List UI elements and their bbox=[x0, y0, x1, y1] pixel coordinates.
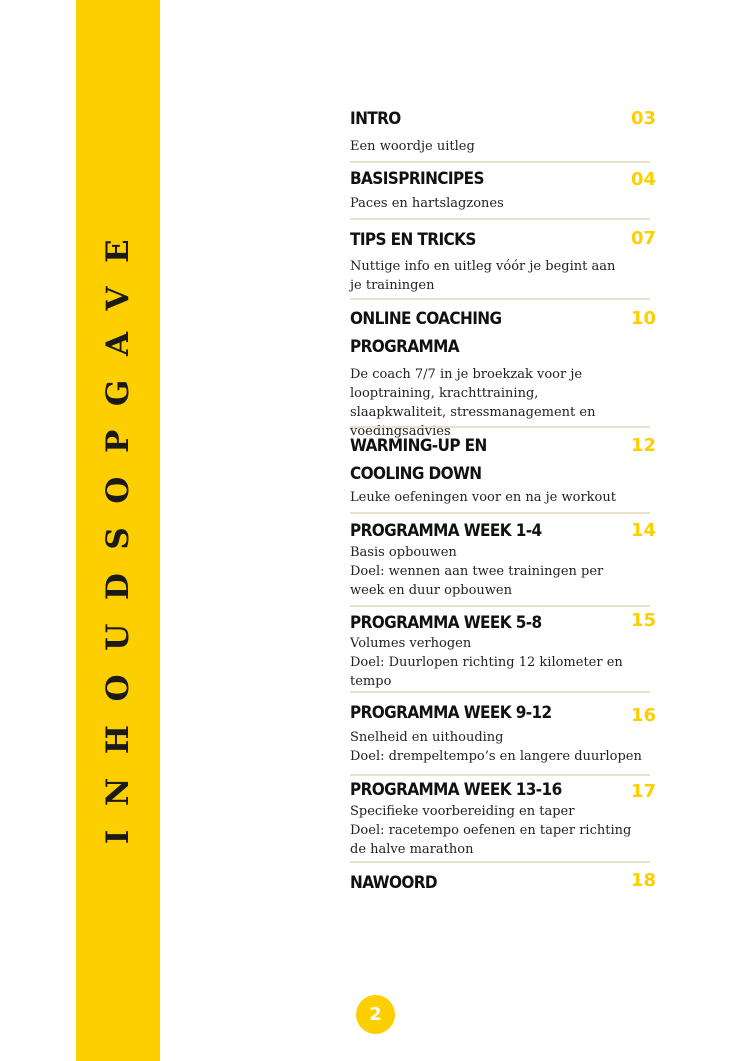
toc-heading-warming-up[interactable]: WARMING-UP EN COOLING DOWN bbox=[350, 436, 487, 484]
toc-desc-basisprincipes: Paces en hartslagzones bbox=[350, 196, 504, 211]
toc-desc-intro: Een woordje uitleg bbox=[350, 139, 475, 154]
toc-desc-online-coaching: De coach 7/7 in je broekzak voor je looptraining, krachttraining, slaapkwaliteit, stressmanagement en voedingsadvies bbox=[350, 367, 596, 439]
toc-page-week-1-4: 14 bbox=[630, 520, 656, 541]
toc-heading-tips[interactable]: TIPS EN TRICKS bbox=[350, 230, 476, 250]
toc-desc-warming-up: Leuke oefeningen voor en na je workout bbox=[350, 490, 616, 505]
toc-desc-tips: Nuttige info en uitleg vóór je begint aan je trainingen bbox=[350, 259, 616, 293]
toc-page-intro: 03 bbox=[630, 108, 656, 129]
divider bbox=[350, 426, 650, 428]
toc-heading-intro[interactable]: INTRO bbox=[350, 109, 401, 129]
toc-title: INHOUDSOPGAVE bbox=[100, 215, 136, 845]
toc-page-tips: 07 bbox=[630, 228, 656, 249]
toc-desc-week-9-12: Snelheid en uithouding Doel: drempeltempo’s en langere duurlopen bbox=[350, 730, 642, 764]
toc-desc-week-1-4: Basis opbouwen Doel: wennen aan twee trainingen per week en duur opbouwen bbox=[350, 545, 604, 598]
toc-desc-week-13-16: Specifieke voorbereiding en taper Doel: racetempo oefenen en taper richting de halve marathon bbox=[350, 804, 632, 857]
toc-heading-basisprincipes[interactable]: BASISPRINCIPES bbox=[350, 169, 484, 189]
toc-heading-week-13-16[interactable]: PROGRAMMA WEEK 13-16 bbox=[350, 780, 562, 800]
divider bbox=[350, 298, 650, 300]
toc-heading-online-coaching[interactable]: ONLINE COACHING PROGRAMMA bbox=[350, 309, 502, 357]
toc-heading-nawoord[interactable]: NAWOORD bbox=[350, 873, 438, 893]
toc-page-week-5-8: 15 bbox=[630, 610, 656, 631]
toc-page-week-13-16: 17 bbox=[630, 781, 656, 802]
divider bbox=[350, 512, 650, 514]
toc-heading-week-5-8[interactable]: PROGRAMMA WEEK 5-8 bbox=[350, 613, 542, 633]
divider bbox=[350, 691, 650, 693]
divider bbox=[350, 218, 650, 220]
toc-heading-week-1-4[interactable]: PROGRAMMA WEEK 1-4 bbox=[350, 521, 542, 541]
toc-page-online-coaching: 10 bbox=[630, 308, 656, 329]
toc-desc-week-5-8: Volumes verhogen Doel: Duurlopen richting 12 kilometer en tempo bbox=[350, 636, 623, 689]
page-number-badge: 2 bbox=[356, 995, 395, 1034]
toc-page-nawoord: 18 bbox=[630, 870, 656, 891]
divider bbox=[350, 161, 650, 163]
toc-heading-week-9-12[interactable]: PROGRAMMA WEEK 9-12 bbox=[350, 703, 552, 723]
divider bbox=[350, 861, 650, 863]
divider bbox=[350, 605, 650, 607]
toc-page-week-9-12: 16 bbox=[630, 705, 656, 726]
toc-page-warming-up: 12 bbox=[630, 435, 656, 456]
toc-page-basisprincipes: 04 bbox=[630, 169, 656, 190]
